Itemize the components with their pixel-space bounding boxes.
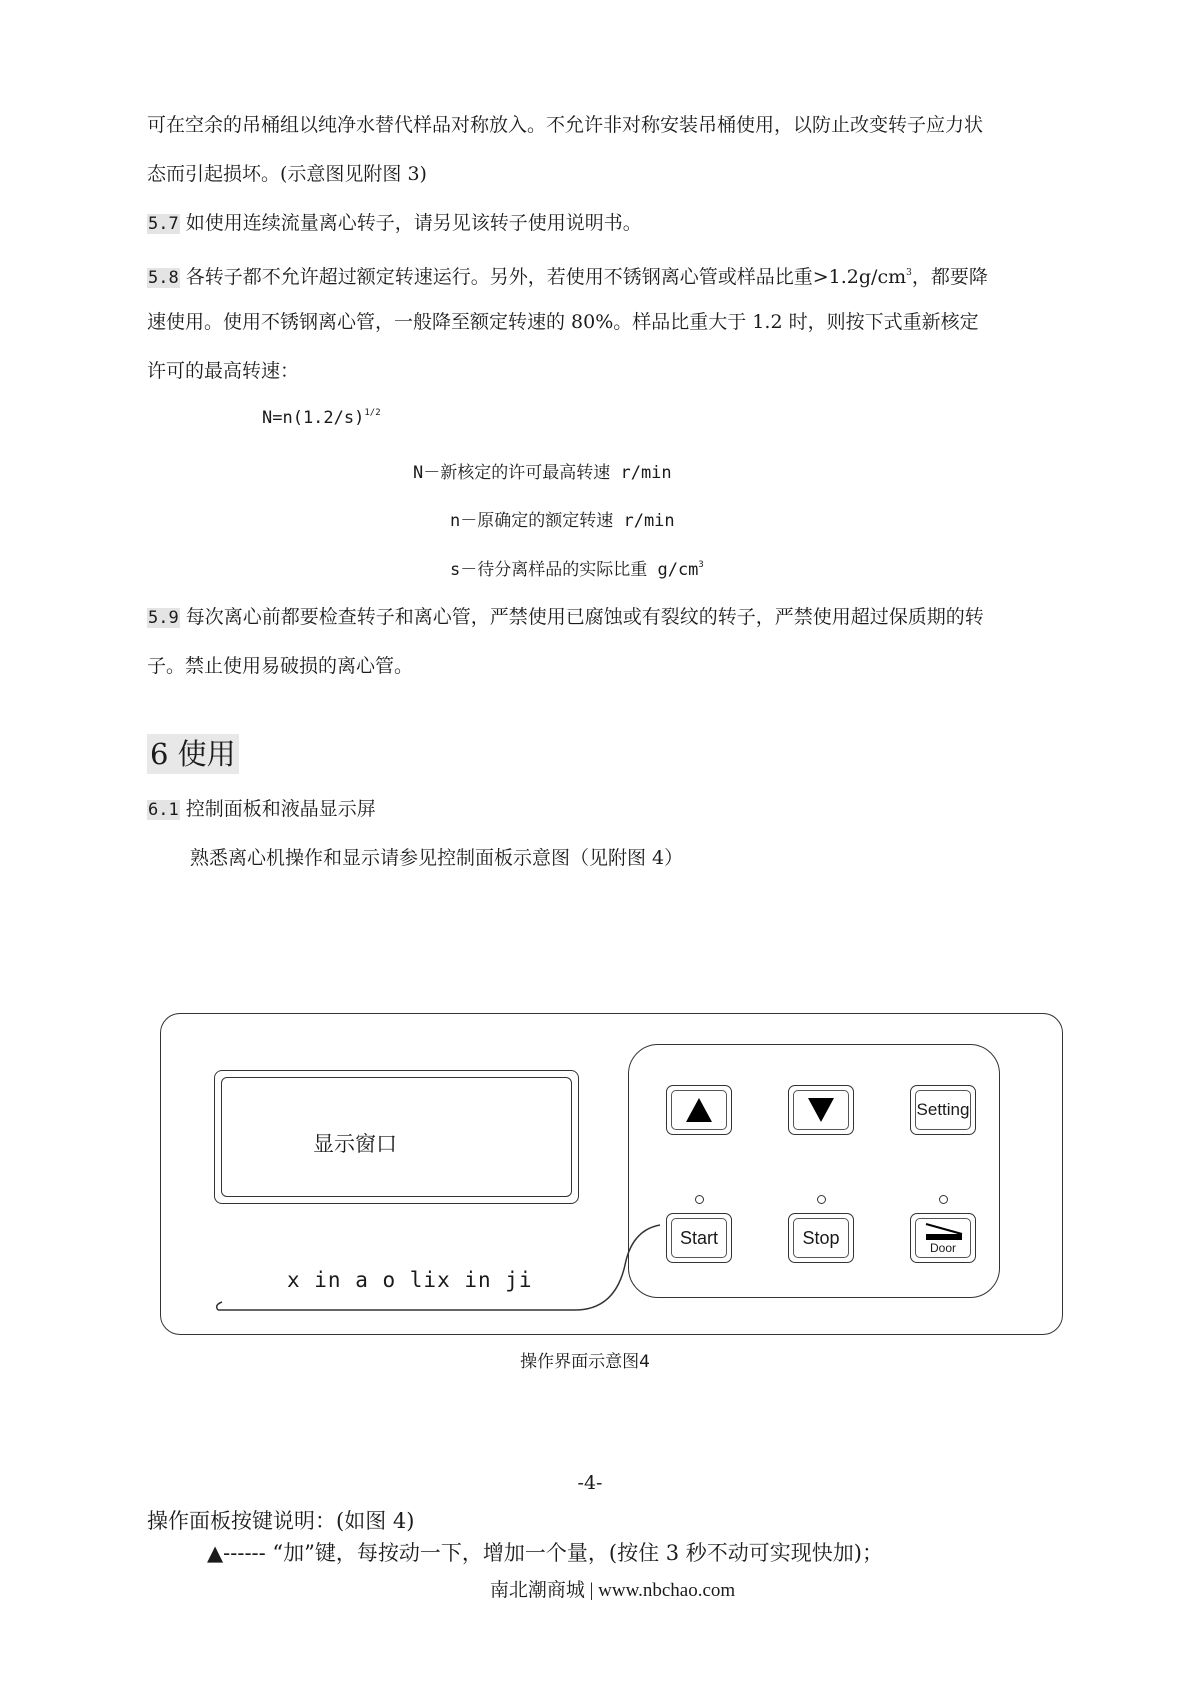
section-5-9 [147, 604, 984, 631]
stop-button[interactable] [788, 1213, 854, 1263]
up-button[interactable] [666, 1085, 732, 1135]
up-button-face [671, 1090, 727, 1130]
setting-button-label: Setting [915, 1090, 971, 1130]
paragraph-line: 许可的最高转速： [147, 360, 300, 382]
stop-led-indicator [817, 1195, 826, 1204]
up-arrow-icon: ▲ [207, 1541, 224, 1565]
section-text: 各转子都不允许超过额定转速运行。另外，若使用不锈钢离心管或样品比重>1.2g/cm [179, 266, 907, 288]
down-button[interactable] [788, 1085, 854, 1135]
start-button[interactable] [666, 1213, 732, 1263]
section-6-1-desc: 熟悉离心机操作和显示请参见控制面板示意图（见附图 4） [190, 847, 684, 869]
formula-def-N: N－新核定的许可最高转速 r/min [413, 463, 672, 483]
formula-main: $N=n(1.2/s)^{1/2}$ [262, 408, 381, 428]
paragraph-line: 态而引起损坏。(示意图见附图 3) [147, 163, 427, 185]
start-led-indicator [695, 1195, 704, 1204]
setting-button[interactable] [910, 1085, 976, 1135]
formula-def-s: s－待分离样品的实际比重 $g/cm^3$ [450, 560, 704, 580]
keys-intro: 操作面板按键说明：(如图 4) [147, 1509, 415, 1533]
door-button-face [915, 1218, 971, 1258]
section-number: 5.7 [148, 214, 179, 234]
door-button[interactable] [910, 1213, 976, 1263]
section-5-7 [147, 210, 642, 237]
figure-caption: 操作界面示意图4 [520, 1352, 650, 1372]
section-number: 5.8 [148, 268, 179, 288]
section-text: ，都要降 [911, 266, 988, 288]
down-arrow-icon [807, 1096, 835, 1124]
paragraph-line: 可在空余的吊桶组以纯净水替代样品对称放入。不允许非对称安装吊桶使用，以防止改变转子应力状 [147, 114, 984, 136]
section-number: 5.9 [148, 608, 179, 628]
up-arrow-icon [685, 1096, 713, 1124]
footer: 南北潮商城 | www.nbchao.com [489, 1580, 736, 1601]
stop-button-label: Stop [793, 1218, 849, 1258]
paragraph-line: 速使用。使用不锈钢离心管，一般降至额定转速的 80%。样品比重大于 1.2 时，则按下式重新核定 [147, 311, 979, 333]
display-label: 显示窗口 [313, 1132, 397, 1156]
section-heading: 6 使用 [147, 734, 239, 774]
formula-def-n: n－原确定的额定转速 r/min [450, 511, 675, 531]
door-lid-icon [920, 1220, 966, 1242]
superscript: 3 [906, 268, 912, 278]
brand-text: x in a o lix in ji [287, 1268, 533, 1292]
key-up-description: ▲------ “加”键，每按动一下，增加一个量，(按住 3 秒不动可实现快加)； [207, 1541, 883, 1565]
section-number: 6.1 [148, 800, 179, 820]
section-text: 每次离心前都要检查转子和离心管，严禁使用已腐蚀或有裂纹的转子，严禁使用超过保质期的转 [179, 606, 984, 628]
door-button-label: Door [929, 1241, 956, 1255]
lcd-display [214, 1070, 579, 1204]
section-5-8 [147, 260, 988, 291]
down-button-face [793, 1090, 849, 1130]
page-number: -4- [577, 1472, 603, 1494]
paragraph-line: 子。禁止使用易破损的离心管。 [147, 655, 414, 677]
start-button-label: Start [671, 1218, 727, 1258]
section-text: 控制面板和液晶显示屏 [179, 798, 376, 820]
section-text: 如使用连续流量离心转子，请另见该转子使用说明书。 [179, 212, 642, 234]
door-led-indicator [939, 1195, 948, 1204]
section-6-1 [147, 796, 376, 823]
